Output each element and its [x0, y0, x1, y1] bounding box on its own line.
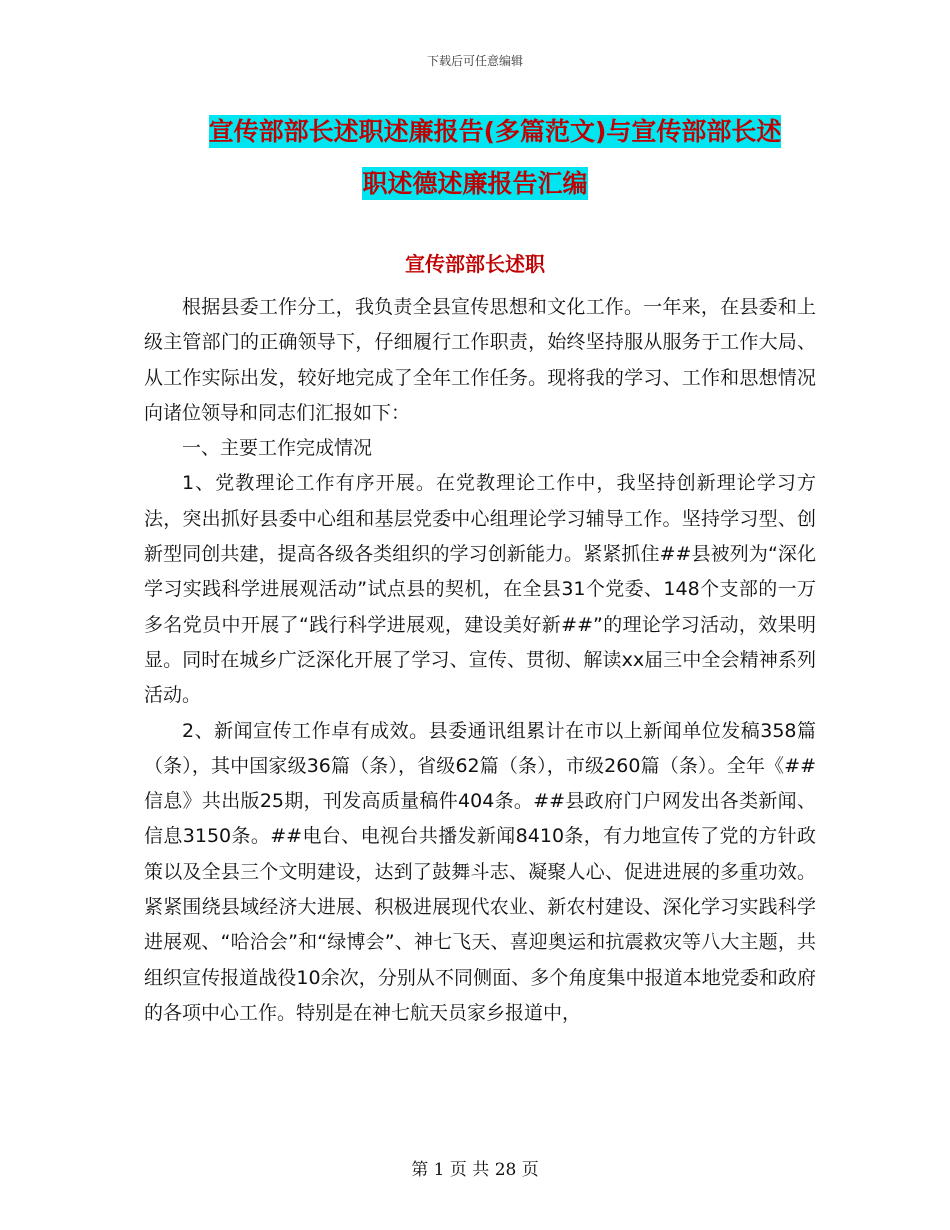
- section-heading: 宣传部部长述职: [405, 252, 545, 276]
- paragraph-news-work: 2、新闻宣传工作卓有成效。县委通讯组累计在市以上新闻单位发稿358篇（条），其中国家级36篇（条），省级62篇（条），市级260篇（条）。全年《##信息》共出版25期，刊发高质量稿件404条。##县政府门户网发出各类新闻、信息3150条。##电台、电视台共播发新闻8410条，有力地宣传了党的方针政策以及全县三个文明建设，达到了鼓舞斗志、凝聚人心、促进进展的多重功效。紧紧围绕县域经济大进展、积极进展现代农业、新农村建设、深化学习实践科学进展观、“哈洽会”和“绿博会”、神七飞天、喜迎奥运和抗震救灾等八大主题，共组织宣传报道战役10余次，分别从不同侧面、多个角度集中报道本地党委和政府的各项中心工作。特别是在神七航天员家乡报道中，: [144, 719, 816, 1024]
- title-line-1-text: 宣传部部长述职述廉报告(多篇范文)与宣传部部长述: [208, 117, 782, 146]
- paragraph-intro: 根据县委工作分工，我负责全县宣传思想和文化工作。一年来，在县委和上级主管部门的正确领导下，仔细履行工作职责，始终坚持服从服务于工作大局、从工作实际出发，较好地完成了全年工作任务。现将我的学习、工作和思想情况向诸位领导和同志们汇报如下：: [144, 296, 816, 424]
- page-header: 下载后可任意编辑: [426, 54, 523, 68]
- title-line-1: [0, 106, 950, 158]
- document-body: [144, 290, 816, 1031]
- document-title: [0, 106, 950, 210]
- title-line-2-text: 职述德述廉报告汇编: [362, 169, 588, 198]
- paragraph-section-heading: 一、主要工作完成情况: [182, 437, 373, 460]
- title-line-2: [0, 158, 950, 210]
- page-number: 第 1 页 共 28 页: [411, 1160, 539, 1180]
- paragraph-theory-work: 1、党教理论工作有序开展。在党教理论工作中，我坚持创新理论学习方法，突出抓好县委中心组和基层党委中心组理论学习辅导工作。坚持学习型、创新型同创共建，提高各级各类组织的学习创新能力。紧紧抓住##县被列为“深化学习实践科学进展观活动”试点县的契机，在全县31个党委、148个支部的一万多名党员中开展了“践行科学进展观，建设美好新##”的理论学习活动，效果明显。同时在城乡广泛深化开展了学习、宣传、贯彻、解读xx届三中全会精神系列活动。: [144, 472, 816, 707]
